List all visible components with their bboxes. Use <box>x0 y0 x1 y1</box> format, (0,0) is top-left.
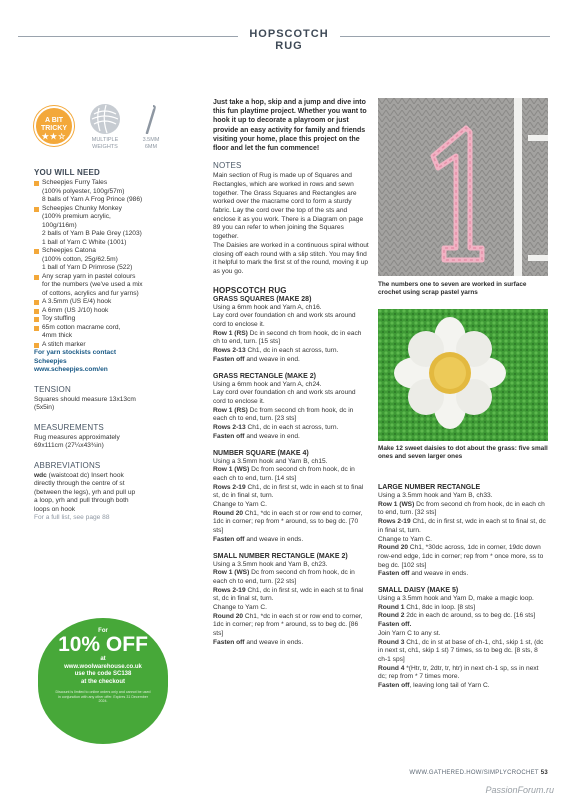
large-rect-round20 <box>378 544 548 570</box>
you-will-need-heading: YOU WILL NEED <box>34 168 101 177</box>
text: Ch1, *30dc across, 1dc in corner, 19dc down row-end edge, 1dc in corner; rep from * once more, ss to beg dc. [102 sts] <box>378 544 544 569</box>
large-rect-row2 <box>378 518 548 535</box>
label: Round 20 <box>213 509 244 517</box>
daisy-round3 <box>378 639 548 665</box>
stockists-text: For yarn stockists contact <box>34 349 117 356</box>
tension-heading: TENSION <box>34 384 71 394</box>
label: Row 1 (WS) <box>213 466 250 474</box>
material-item: 65m cotton macrame cord, <box>34 324 204 333</box>
promo-checkout: at the checkout <box>80 678 125 685</box>
weight-label <box>80 137 130 151</box>
daisy-round2 <box>378 612 548 621</box>
promo-fineprint: Discount is limited to online orders only and cannot be used in conjunction with any other offer. Expires 31 December 2024. <box>55 690 151 703</box>
intro-text: Just take a hop, skip and a jump and dive into this fun playtime project. Whether you want to hook it up to decorate a playroom or just provide an easy activity for family and friends visiting your home, place this project on the floor and let the fun commence! <box>213 99 367 153</box>
daisy-join: Join Yarn C to any st. <box>378 629 441 637</box>
header-rule-left <box>18 36 238 37</box>
abbreviations-heading: ABBREVIATIONS <box>34 460 101 470</box>
text: , leaving long tail of Yarn C. <box>409 682 490 690</box>
num-sq-fasten <box>213 536 369 545</box>
material-item: (100% polyester, 100g/57m) <box>42 187 125 195</box>
weight-label-2: WEIGHTS <box>92 144 118 150</box>
text: 2dc in each dc around, ss to beg dc. [16 sts] <box>404 612 536 620</box>
stockists-brand: Scheepjes <box>34 357 67 365</box>
material-item: (100% premium acrylic, <box>42 213 111 220</box>
small-rect-change: Change to Yarn C. <box>213 604 268 612</box>
stockists-link[interactable]: www.scheepjes.com/en <box>34 366 108 373</box>
text: Ch1, dc in first st, wdc in each st to final st, dc in final st, turn. <box>213 483 364 500</box>
measurements-heading: MEASUREMENTS <box>34 422 104 432</box>
num-sq-change: Change to Yarn C. <box>213 501 268 509</box>
grass-sq-line-1: Using a 6mm hook and Yarn A, ch16. <box>213 303 322 311</box>
abbrev-line-1: wdc (waistcoat dc) Insert hook <box>34 471 124 479</box>
text: and weave in end. <box>244 432 300 440</box>
page-number: 53 <box>540 770 548 776</box>
material-item: A 6mm (US J/10) hook <box>34 307 204 316</box>
num-sq-line-1: Using a 3.5mm hook and Yarn B, ch15. <box>213 457 328 465</box>
label: Row 1 (WS) <box>213 569 250 577</box>
notes-text-2: The Daisies are worked in a continuous spiral without closing off each round with a slip stitch. You may find it helpful to mark the first st of the round, moving it up as you go. <box>213 241 369 275</box>
label: Row 1 (RS) <box>213 329 248 337</box>
material-item: Scheepjes Furry Tales <box>34 179 204 188</box>
pattern-title: HOPSCOTCH RUG <box>213 285 287 295</box>
material-item: Scheepjes Catona <box>34 247 204 256</box>
grass-sq-line-2: Lay cord over foundation ch and work sts around cord to enclose it. <box>213 312 356 329</box>
material-item: 100g/116m) <box>42 221 77 229</box>
abbrev-full-list: For a full list, see page 88 <box>34 514 110 521</box>
text: Ch1, dc in st at base of ch-1, ch1, skip 1 st, (dc in next st, ch1, skip 1 st) 7 times, ss to beg dc. [8 sts, 8 ch-1 sps] <box>378 638 544 663</box>
label: Row 1 (RS) <box>213 406 248 414</box>
grass-rect-line-1: Using a 6mm hook and Yarn A, ch24. <box>213 380 322 388</box>
promo-for: For <box>98 628 108 634</box>
text: Dc from second ch from hook, dc in each ch to end, turn. [32 sts] <box>378 500 545 517</box>
label: Round 20 <box>213 612 244 620</box>
hook-label-1: 3.5MM <box>142 137 160 143</box>
text: Dc from second ch from hook, dc in each ch to end, turn. [14 sts] <box>213 466 355 482</box>
text: Ch1, dc in first st, wdc in each st to final st, dc in final st, turn. <box>378 518 546 534</box>
hook-label-2: 6MM <box>144 144 158 150</box>
grass-rectangle-heading: GRASS RECTANGLE (MAKE 2) <box>213 372 316 380</box>
material-item: 1 ball of Yarn C White (1001) <box>42 238 127 246</box>
instructions-column <box>213 98 369 648</box>
page-header <box>0 26 566 52</box>
daisy-line-1: Using a 3.5mm hook and Yarn D, make a magic loop. <box>378 595 534 603</box>
number-square-photo <box>378 98 548 276</box>
grass-rect-line-2: Lay cord over foundation ch and work sts around cord to enclose it. <box>213 389 356 405</box>
material-item: Toy stuffing <box>34 315 204 324</box>
text: Dc from second ch from hook, dc in each ch to end, turn. [22 sts] <box>213 569 355 585</box>
num-sq-row1 <box>213 466 369 483</box>
material-item: for the numbers (we've used a mix <box>42 281 143 288</box>
sidebar-column <box>34 98 204 523</box>
header-rule-right <box>340 36 550 37</box>
label: Round 4 <box>378 664 405 672</box>
discount-promo[interactable] <box>38 618 168 744</box>
text: and weave in ends. <box>409 570 469 578</box>
text: and weave in end. <box>244 355 300 363</box>
badge-line-2: TRICKY <box>40 125 68 132</box>
text: *(Htr, tr, 2dtr, tr, htr) in next ch-1 sp, ss in next dc; rep from * 7 times more. <box>378 664 539 681</box>
daisy-round4 <box>378 665 548 682</box>
grass-squares-heading: GRASS SQUARES (MAKE 28) <box>213 295 312 303</box>
grass-rect-row1 <box>213 407 369 424</box>
material-item: (100% cotton, 25g/62.5m) <box>42 255 118 263</box>
label: Fasten off <box>378 570 410 578</box>
text: and weave in ends. <box>244 638 304 646</box>
small-daisy-heading: SMALL DAISY (MAKE 5) <box>378 587 459 595</box>
daisy-fasten: Fasten off. <box>378 621 412 629</box>
small-rect-round20 <box>213 613 369 639</box>
tension-line-2: (5x5in) <box>34 404 55 411</box>
label: Round 1 <box>378 603 405 611</box>
label: Fasten off <box>213 638 245 646</box>
material-item: of cottons, acrylics and fur yarns) <box>42 289 139 297</box>
abbrev-line-2: directly through the centre of st <box>34 480 125 487</box>
badge-line-1: A BIT <box>44 117 64 124</box>
material-item: A 3.5mm (US E/4) hook <box>34 298 204 307</box>
notes-text-1: Main section of Rug is made up of Squares and Rectangles, which are worked in rows and sewn together. The Grass Squares and Rectangles are worked over the macrame cord to form a sturdy fabric. Lay the cord over the top of the sts and enclose it as you work. There is a Diagram on page 89 you can refer to when joining the Squares together. <box>213 172 364 241</box>
material-item: 2 balls of Yarn B Pale Grey (1203) <box>42 230 142 237</box>
caption-number-square: The numbers one to seven are worked in surface crochet using scrap pastel yarns <box>378 281 527 296</box>
difficulty-badge <box>34 106 74 146</box>
grass-sq-fasten <box>213 356 369 365</box>
large-rect-line-1: Using a 3.5mm hook and Yarn B, ch33. <box>378 492 493 499</box>
label: Fasten off <box>213 355 245 363</box>
footer-url[interactable]: WWW.GATHERED.HOW/SIMPLYCROCHET <box>409 770 539 776</box>
yarn-ball-icon <box>90 104 120 134</box>
measurements-line-1: Rug measures approximately <box>34 433 120 441</box>
promo-at: at <box>100 656 106 662</box>
small-rect-row1 <box>213 569 369 586</box>
label: Fasten off <box>213 535 245 543</box>
label: Rows 2-19 <box>213 483 246 491</box>
small-rect-row2 <box>213 587 369 604</box>
label: Fasten off <box>378 682 410 690</box>
material-item: 4mm thick <box>42 332 73 339</box>
grass-rect-row2 <box>213 424 369 433</box>
grass-sq-row1 <box>213 330 369 347</box>
hook-size-label <box>134 137 168 151</box>
notes-heading: NOTES <box>213 161 242 171</box>
grass-sq-row2 <box>213 347 369 356</box>
text: Dc from second ch from hook, dc in each ch to end, turn. [23 sts] <box>213 406 354 423</box>
label: Round 20 <box>378 544 409 552</box>
daisy-image <box>378 309 548 441</box>
material-item: Any scrap yarn in pastel colours <box>34 273 204 282</box>
label: Rows 2-13 <box>213 424 246 432</box>
page-title: HOPSCOTCH RUG <box>249 28 329 52</box>
material-item: A stitch marker <box>34 341 204 350</box>
promo-site[interactable]: www.woolwarehouse.co.uk <box>64 663 142 670</box>
page-footer <box>409 770 548 776</box>
daisy-fasten-2 <box>378 682 548 691</box>
text: Ch1, dc in each st across, turn. <box>245 347 339 355</box>
num-sq-round20 <box>213 510 369 536</box>
material-item: 8 balls of Yarn A Frog Prince (986) <box>42 196 143 203</box>
label: Rows 2-13 <box>213 347 246 355</box>
caption-daisy: Make 12 sweet daisies to dot about the grass: five small ones and seven larger ones <box>378 445 548 460</box>
text: Ch1, 8dc in loop. [8 sts] <box>404 603 476 611</box>
weight-label-1: MULTIPLE <box>91 137 119 143</box>
daisy-photo <box>378 309 548 441</box>
label: Row 1 (WS) <box>378 500 415 508</box>
watermark: PassionForum.ru <box>485 785 554 795</box>
grass-rect-fasten <box>213 433 369 442</box>
label: Rows 2-19 <box>213 586 246 594</box>
small-rect-line-1: Using a 3.5mm hook and Yarn B, ch23. <box>213 560 328 568</box>
promo-code: use the code SC138 <box>74 671 132 677</box>
material-item: Scheepjes Chunky Monkey <box>34 205 204 214</box>
large-rect-row1 <box>378 501 548 518</box>
tension-line-1: Squares should measure 13x13cm <box>34 395 136 403</box>
abbrev-line-5: loops on hook <box>34 505 76 513</box>
large-rect-fasten <box>378 570 548 579</box>
promo-percent: 10% OFF <box>58 633 148 656</box>
num-sq-row2 <box>213 484 369 501</box>
crochet-hook-icon <box>141 104 161 134</box>
label: Fasten off <box>213 432 245 440</box>
abbrev-line-4: a loop, yrh and pull through both <box>34 497 129 504</box>
number-square-image <box>378 98 548 276</box>
small-number-rect-heading: SMALL NUMBER RECTANGLE (MAKE 2) <box>213 552 348 560</box>
large-number-rect-heading: LARGE NUMBER RECTANGLE <box>378 484 481 491</box>
materials-list <box>34 179 204 349</box>
text: Ch1, dc in each st across, turn. <box>245 424 339 432</box>
text: Ch1, dc in first st, wdc in each st to final st, dc in final st, turn. <box>213 586 364 603</box>
large-rect-change: Change to Yarn C. <box>378 535 433 543</box>
abbrev-line-3: (between the legs), yrh and pull up <box>34 488 136 496</box>
text: Ch1, *dc in each st or row end to corner, 1dc in corner; rep from * around, ss to beg dc. [70 sts] <box>213 509 363 535</box>
measurements-line-2: 69x111cm (27¼x43¾in) <box>34 442 104 449</box>
material-item: 1 ball of Yarn D Primrose (522) <box>42 264 133 271</box>
label: Round 3 <box>378 638 405 646</box>
instructions-column-right <box>378 483 548 691</box>
label: Rows 2-19 <box>378 518 411 526</box>
difficulty-row <box>34 98 204 158</box>
label: Round 2 <box>378 612 405 620</box>
number-square-heading: NUMBER SQUARE (MAKE 4) <box>213 449 309 457</box>
text: and weave in ends. <box>244 535 304 543</box>
text: Dc in second ch from hook, dc in each ch to end, turn. [15 sts] <box>213 329 362 346</box>
star-rating-icon: ★★☆ <box>41 132 67 141</box>
text: Ch1, *dc in each st or row end to corner, 1dc in corner; rep from * around, ss to beg dc. [86 sts] <box>213 612 363 638</box>
daisy-round1 <box>378 604 548 613</box>
small-rect-fasten <box>213 639 369 648</box>
